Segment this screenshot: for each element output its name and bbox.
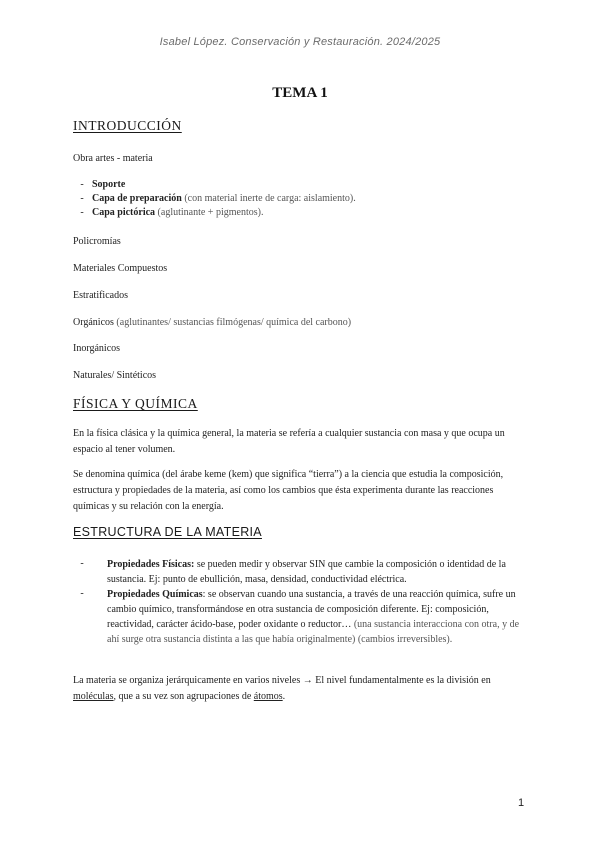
paragraph-final xyxy=(73,673,528,705)
estructura-bullet-list xyxy=(73,557,528,647)
bullet-bold: Soporte xyxy=(92,179,126,190)
bullet-dash: - xyxy=(80,193,84,204)
list-item xyxy=(73,192,528,206)
bullet-dash: - xyxy=(80,588,84,599)
final-text-c: . xyxy=(282,691,286,702)
line-inorganicos: Inorgánicos xyxy=(73,343,121,354)
list-item xyxy=(73,587,528,647)
list-item xyxy=(73,557,528,587)
line-compuestos: Materiales Compuestos xyxy=(73,263,168,274)
intro-line: Obra artes - materia xyxy=(73,153,153,164)
page-number: 1 xyxy=(518,797,525,809)
bullet-text: se pueden medir y observar SIN que cambie la composición o identidad de la sustancia. Ej: punto de ebullición, masa, densidad, conductividad eléctrica. xyxy=(107,559,506,585)
bullet-bold: Propiedades Químicas xyxy=(107,589,203,600)
link-atomos: átomos xyxy=(253,691,283,702)
list-item xyxy=(73,206,528,220)
list-item xyxy=(73,178,528,192)
bullet-bold: Capa de preparación xyxy=(92,193,182,204)
bullet-dash: - xyxy=(80,179,84,190)
bullet-note: (con material inerte de carga: aislamiento). xyxy=(181,193,356,204)
link-moleculas: moléculas xyxy=(73,691,114,702)
line-estratificados: Estratificados xyxy=(73,290,128,301)
section-heading-fisica-quimica: FÍSICA Y QUÍMICA xyxy=(73,396,198,411)
bullet-bold: Propiedades Físicas: xyxy=(107,559,195,570)
bullet-text: : se observan cuando una sustancia, a través de una reacción química, sufre un cambio químico, transformándose en otra sustancia de composición diferente. Ej: composición, reactividad, carácter ácido-base, poder oxidante o reductor… xyxy=(107,589,516,630)
bullet-note: (una sustancia interacciona con otra, y de ahí surge otra sustancia distinta a las que había originalmente) (cambios irreversibles). xyxy=(107,619,520,645)
bullet-note: (aglutinante + pigmentos). xyxy=(155,207,264,218)
bullet-dash: - xyxy=(80,207,84,218)
intro-bullet-list xyxy=(73,178,528,220)
organicos-note: (aglutinantes/ sustancias filmógenas/ química del carbono) xyxy=(113,317,352,328)
organicos-label: Orgánicos xyxy=(73,317,114,328)
line-organicos xyxy=(73,315,528,331)
line-policromias: Policromías xyxy=(73,236,121,247)
final-text-b: , que a su vez son agrupaciones de xyxy=(113,691,254,702)
page-header: Isabel López. Conservación y Restauración. 2024/2025 xyxy=(159,36,441,48)
bullet-dash: - xyxy=(80,558,84,569)
paragraph-fisica: En la física clásica y la química general, la materia se refería a cualquier sustancia con masa y que ocupa un espacio al tener volumen. xyxy=(73,428,505,455)
bullet-bold: Capa pictórica xyxy=(92,207,156,218)
section-heading-introduccion: INTRODUCCIÓN xyxy=(73,118,182,133)
page-title: TEMA 1 xyxy=(272,85,328,101)
paragraph-quimica: Se denomina química (del árabe keme (kem) que significa “tierra”) a la ciencia que estudia la composición, estructura y propiedades de la materia, así como los cambios que ésta experimenta durante las reacciones químicas y su relación con la energía. xyxy=(73,469,504,512)
section-heading-estructura: ESTRUCTURA DE LA MATERIA xyxy=(73,525,262,539)
final-text-a: La materia se organiza jerárquicamente en varios niveles → El nivel fundamentalmente es la división en xyxy=(73,675,491,686)
line-naturales: Naturales/ Sintéticos xyxy=(73,370,157,381)
